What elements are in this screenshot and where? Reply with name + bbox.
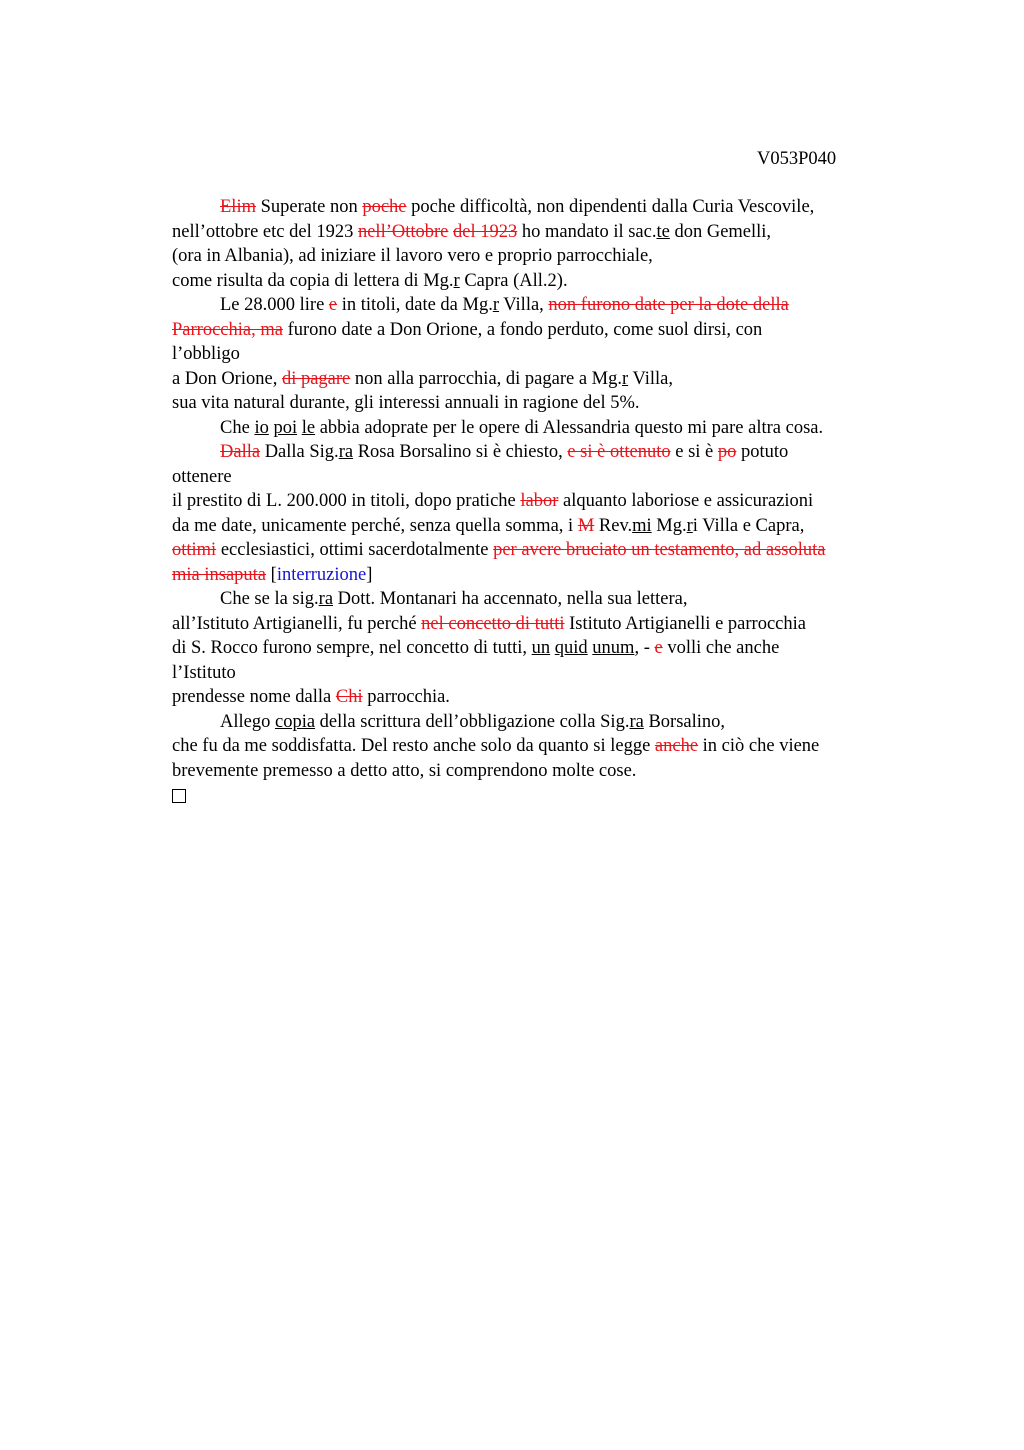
text-line [172, 636, 912, 661]
text-run: , - [634, 638, 655, 658]
text-run: come risulta da copia di lettera di Mg. [172, 270, 454, 291]
underlined-text: le [301, 417, 316, 438]
underlined-text: r [686, 515, 693, 536]
text-run: prendesse nome dalla [172, 687, 336, 707]
editorial-note: interruzione [276, 564, 367, 585]
text-run: parrocchia. [362, 687, 450, 707]
text-run: [ [266, 564, 277, 585]
text-line [172, 367, 912, 392]
end-marker-box [172, 783, 912, 811]
text-line [172, 612, 912, 637]
text-run: Dott. Montanari ha accennato, nella sua lettera, [333, 589, 688, 609]
text-run: Che [220, 417, 255, 438]
text-run: i Villa e Capra, [692, 515, 805, 536]
underlined-text: ra [338, 442, 354, 462]
deleted-text: labor [520, 491, 559, 511]
text-run: all’Istituto Artigianelli, fu perché [172, 613, 422, 634]
text-run: volli che anche [662, 638, 780, 658]
text-line [172, 293, 912, 318]
text-run: sua vita natural durante, gli interessi annuali in ragione del 5%. [172, 393, 640, 413]
text-run: in titoli, date da Mg. [337, 295, 493, 315]
text-run: Rev. [594, 515, 633, 536]
deleted-text: di pagare [281, 368, 351, 389]
deleted-text: per avere bruciato un testamento, ad assoluta [493, 540, 826, 560]
text-line [172, 489, 912, 514]
text-run: e si è [670, 442, 718, 462]
deleted-text: nell’Ottobre [357, 221, 449, 242]
text-run: Allego [220, 711, 275, 732]
deleted-text: e [328, 295, 338, 315]
text-run: l’obbligo [172, 344, 240, 364]
text-run: Le 28.000 lire [220, 295, 329, 315]
underlined-text: poi [273, 417, 298, 438]
text-run: che fu da me soddisfatta. Del resto anche solo da quanto si legge [172, 736, 655, 756]
text-run: non alla parrocchia, di pagare a Mg. [350, 368, 622, 389]
deleted-text: anche [654, 736, 699, 756]
text-line [172, 391, 912, 416]
text-run: Istituto Artigianelli e parrocchia [564, 613, 806, 634]
text-run: nell’ottobre etc del 1923 [172, 221, 358, 242]
text-line [172, 342, 912, 367]
text-run: brevemente premesso a detto atto, si comprendono molte cose. [172, 760, 637, 781]
text-run: ottenere [172, 466, 232, 487]
deleted-text: nel concetto di tutti [421, 613, 565, 634]
deleted-text: e [654, 638, 663, 658]
page-id: V053P040 [757, 149, 837, 169]
underlined-text: mi [632, 515, 652, 536]
text-run: potuto [736, 442, 789, 462]
text-line [172, 661, 912, 686]
underlined-text: ra [629, 711, 644, 732]
text-line [172, 514, 912, 539]
underlined-text: copia [274, 711, 316, 732]
text-run: Superate non [255, 197, 363, 217]
square-icon [172, 789, 186, 803]
text-line [172, 563, 912, 588]
text-run: ecclesiastici, ottimi sacerdotalmente [216, 540, 494, 560]
text-run: a Don Orione, [172, 368, 282, 389]
deleted-text: mia insaputa [172, 564, 267, 585]
deleted-text: Dalla [220, 442, 261, 462]
underlined-text: r [492, 295, 499, 315]
deleted-text: po [717, 442, 737, 462]
text-run: di S. Rocco furono sempre, nel concetto di tutti, [172, 638, 532, 658]
text-run: Dalla Sig. [260, 442, 339, 462]
text-run: furono date a Don Orione, a fondo perduto, come suol dirsi, con [282, 319, 763, 340]
text-run: abbia adoprate per le opere di Alessandria questo mi pare altra cosa. [315, 417, 824, 438]
document-body [172, 195, 912, 811]
text-run: il prestito di L. 200.000 in titoli, dopo pratiche [172, 491, 521, 511]
underlined-text: te [656, 221, 670, 242]
text-run: poche difficoltà, non dipendenti dalla Curia Vescovile, [406, 197, 815, 217]
underlined-text: io [254, 417, 269, 438]
text-line [172, 244, 912, 269]
text-run: Mg. [651, 515, 687, 536]
deleted-text: del 1923 [453, 221, 518, 242]
underlined-text: quid [554, 638, 588, 658]
text-line [172, 710, 912, 735]
text-line [172, 195, 912, 220]
text-run: ] [366, 564, 373, 585]
deleted-text: e si è ottenuto [567, 442, 671, 462]
underlined-text: r [453, 270, 460, 291]
text-run: ho mandato il sac. [517, 221, 657, 242]
text-run: alquanto laboriose e assicurazioni [558, 491, 814, 511]
deleted-text: M [577, 515, 595, 536]
text-line [172, 416, 912, 441]
underlined-text: r [622, 368, 629, 389]
text-line [172, 465, 912, 490]
deleted-text: Chi [335, 687, 363, 707]
deleted-text: Parrocchia, ma [172, 319, 283, 340]
deleted-text: poche [362, 197, 407, 217]
text-line [172, 220, 912, 245]
text-run: Villa, [628, 368, 673, 389]
text-line [172, 734, 912, 759]
text-run: Che se la sig. [220, 589, 319, 609]
deleted-text: ottimi [172, 540, 217, 560]
text-run: Capra (All.2). [459, 270, 568, 291]
underlined-text: unum [592, 638, 635, 658]
text-line [172, 269, 912, 294]
text-run: l’Istituto [172, 662, 236, 683]
text-line [172, 440, 912, 465]
text-run: in ciò che viene [698, 736, 820, 756]
text-run: della scrittura dell’obbligazione colla Sig. [315, 711, 630, 732]
text-run: Borsalino, [643, 711, 726, 732]
text-run: Rosa Borsalino si è chiesto, [353, 442, 568, 462]
deleted-text: Elim [220, 197, 256, 217]
underlined-text: un [531, 638, 551, 658]
text-run: (ora in Albania), ad iniziare il lavoro vero e proprio parrocchiale, [172, 246, 653, 266]
underlined-text: ra [318, 589, 334, 609]
text-line [172, 587, 912, 612]
text-line [172, 759, 912, 784]
text-line [172, 318, 912, 343]
text-run: don Gemelli, [669, 221, 772, 242]
deleted-text: non furono date per la dote della [548, 295, 789, 315]
text-run: Villa, [499, 295, 549, 315]
text-line [172, 538, 912, 563]
text-line [172, 685, 912, 710]
text-run: da me date, unicamente perché, senza quella somma, i [172, 515, 578, 536]
